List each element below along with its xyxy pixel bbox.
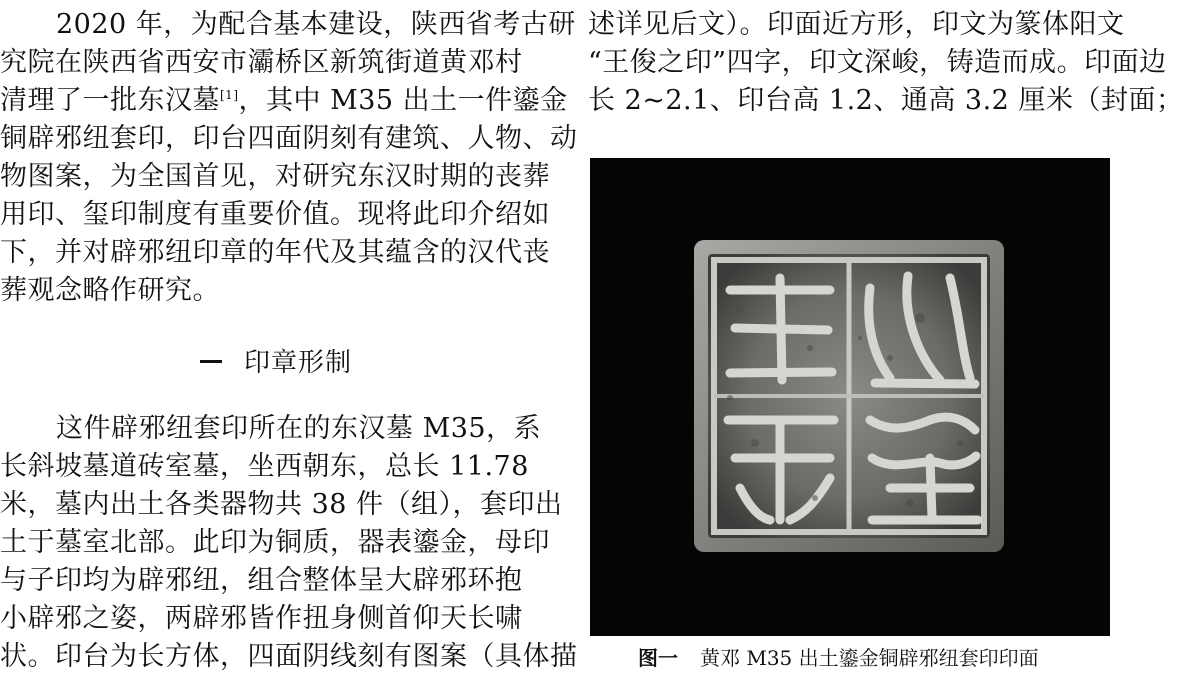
paragraph-2-line-5: 与子印均为辟邪纽，组合整体呈大辟邪环抱: [0, 565, 523, 596]
figure-caption-text: 黄邓 M35 出土鎏金铜辟邪纽套印印面: [700, 646, 1039, 670]
figure-caption: [638, 644, 1039, 672]
section-heading: [200, 344, 352, 382]
paragraph-1-line-3: [0, 82, 568, 120]
right-line-2: “王俊之印”四字，印文深峻，铸造而成。印面边: [588, 47, 1167, 78]
paragraph-2-line-6: 小辟邪之姿，两辟邪皆作扭身侧首仰天长啸: [0, 603, 523, 634]
seal-photo: [590, 158, 1110, 636]
paragraph-1-line-5: 物图案，为全国首见，对研究东汉时期的丧葬: [0, 161, 550, 192]
paragraph-1-line-3-tail: ，其中 M35 出土一件鎏金: [238, 85, 568, 116]
paragraph-2-line-4: 土于墓室北部。此印为铜质，器表鎏金，母印: [0, 527, 550, 558]
paragraph-1-line-6: 用印、玺印制度有重要价值。现将此印介绍如: [0, 199, 550, 230]
paragraph-1-line-2: 究院在陕西省西安市灞桥区新筑街道黄邓村: [0, 47, 523, 78]
paragraph-1-line-1: 2020 年，为配合基本建设，陕西省考古研: [56, 9, 576, 40]
section-heading-text: 印章形制: [244, 348, 353, 378]
paragraph-1-line-4: 铜辟邪纽套印，印台四面阴刻有建筑、人物、动: [0, 123, 578, 154]
footnote-ref[interactable]: [1]: [220, 88, 239, 102]
paragraph-2-line-3: 米，墓内出土各类器物共 38 件（组），套印出: [0, 489, 563, 520]
paragraph-2-line-2: 长斜坡墓道砖室墓，坐西朝东，总长 11.78: [0, 451, 529, 482]
paragraph-1-line-8: 葬观念略作研究。: [0, 275, 220, 306]
right-line-1: 述详见后文）。印面近方形，印文为篆体阳文: [588, 9, 1125, 40]
figure-caption-label: 图一: [638, 646, 678, 670]
paragraph-2-line-1: 这件辟邪纽套印所在的东汉墓 M35，系: [56, 413, 542, 444]
paragraph-1-line-7: 下，并对辟邪纽印章的年代及其蕴含的汉代丧: [0, 237, 550, 268]
section-number-dash: [200, 360, 222, 363]
right-line-3: 长 2~2.1、印台高 1.2、通高 3.2 厘米（封面；: [588, 85, 1183, 116]
seal-face-image: [590, 158, 1110, 636]
paragraph-1-line-3-text: 清理了一批东汉墓: [0, 85, 220, 116]
paragraph-2-line-7: 状。印台为长方体，四面阴线刻有图案（具体描: [0, 641, 578, 672]
